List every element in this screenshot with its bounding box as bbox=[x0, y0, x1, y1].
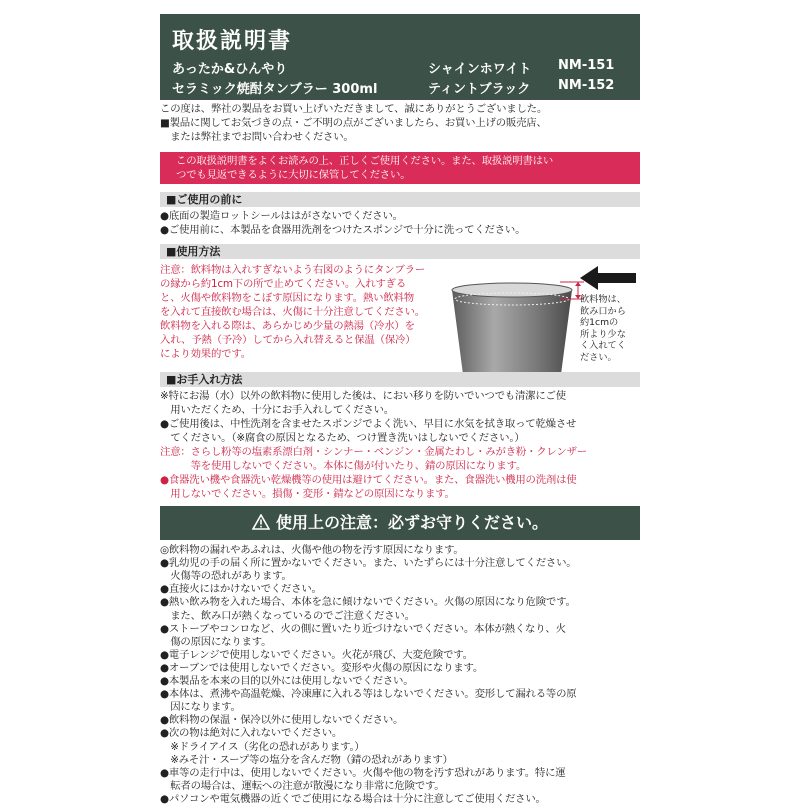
care-line: 用いただくため、十分にお手入れしてください。 bbox=[160, 404, 394, 416]
intro-line: ■製品に関してお気づきの点・ご不明の点がございましたら、お買い上げの販売店、 bbox=[160, 117, 547, 129]
usage-line: と、火傷や飲料物をこぼす原因になります。熱い飲料物 bbox=[160, 292, 414, 304]
note-line: く入れてく bbox=[580, 340, 626, 351]
header-banner bbox=[160, 14, 640, 100]
warning-item: ※ドライアイス（劣化の恐れがあります。） bbox=[160, 740, 365, 753]
warning-item: ●直接火にはかけないでください。 bbox=[160, 583, 322, 596]
care-line: ※特にお湯（水）以外の飲料物に使用した後は、におい移りを防いでいつでも清潔にご使 bbox=[160, 390, 566, 402]
warning-banner bbox=[160, 506, 640, 540]
section-heading-care bbox=[160, 372, 640, 387]
care-line: 等を使用しないでください。本体に傷が付いたり、錆の原因になります。 bbox=[160, 460, 527, 472]
usage-line: の縁から約1cm下の所で止めてください。入れすぎる bbox=[160, 278, 407, 290]
warning-item: ●本体は、煮沸や高温乾燥、冷凍庫に入れる等はしないでください。変形して漏れる等の原 bbox=[160, 688, 577, 701]
section-heading-label: ■ご使用の前に bbox=[166, 193, 243, 206]
fill-line-note bbox=[580, 294, 626, 363]
color-name-black: ティントブラック bbox=[428, 82, 531, 97]
warning-item: ●飲料物の保温・保冷以外に使用しないでください。 bbox=[160, 714, 404, 727]
tumbler-fill-diagram bbox=[448, 268, 588, 386]
section-heading-label: ■使用方法 bbox=[166, 245, 221, 258]
usage-line: 注意：飲料物は入れすぎないよう右図のようにタンブラー bbox=[160, 264, 425, 276]
warning-item: 転者の場合は、運転への注意が散漫になり非常に危険です。 bbox=[160, 779, 445, 792]
warning-item: ●オーブンでは使用しないでください。変形や火傷の原因になります。 bbox=[160, 661, 484, 674]
warning-item: 因になります。 bbox=[160, 701, 241, 714]
warning-item: ●次の物は絶対に入れないでください。 bbox=[160, 727, 343, 740]
product-subtitle: あったか&ひんやり bbox=[172, 62, 288, 77]
note-line: 所より少な bbox=[580, 328, 626, 340]
usage-line: 飲料物を入れる際は、あらかじめ少量の熱湯（冷水）を bbox=[160, 320, 415, 332]
model-code-black: NM-152 bbox=[558, 78, 615, 93]
warning-item: ●熱い飲み物を入れた場合、本体を急に傾けないでください。火傷の原因になり危険です。 bbox=[160, 596, 576, 609]
care-line: ●食器洗い機や食器洗い乾燥機等の使用は避けてください。また、食器洗い機用の洗剤は使 bbox=[160, 474, 577, 486]
warning-item: ●乳幼児の手の届く所に置かないでください。また、いたずらには十分注意してください。 bbox=[160, 557, 577, 570]
warning-item: ●電子レンジで使用しないでください。火花が飛び、大変危険です。 bbox=[160, 648, 473, 661]
notice-line: つでも見返できるように大切に保管してください。 bbox=[176, 169, 411, 181]
notice-line: この取扱説明書をよくお読みの上、正しくご使用ください。また、取扱説明書はい bbox=[176, 155, 554, 167]
before-use-line: ●ご使用前に、本製品を食器用洗剤をつけたスポンジで十分に洗ってください。 bbox=[160, 224, 526, 236]
warning-item: ※みそ汁・スープ等の塩分を含んだ物（錆の恐れがあります） bbox=[160, 753, 453, 766]
warning-item: ●ストーブやコンロなど、火の側に置いたり近づけないでください。本体が熱くなり、火 bbox=[160, 622, 566, 635]
usage-line: 入れ、予熱（予冷）してから入れ替えると保温（保冷） bbox=[160, 334, 416, 346]
section-heading-label: ■お手入れ方法 bbox=[166, 373, 243, 386]
arrow-left-icon bbox=[580, 264, 636, 292]
note-line: ださい。 bbox=[580, 351, 617, 363]
warning-triangle-icon bbox=[252, 514, 270, 530]
manual-title: 取扱説明書 bbox=[172, 29, 293, 54]
intro-line: または弊社までお問い合わせください。 bbox=[160, 131, 354, 143]
warning-item: また、飲み口が熱くなっているのでご注意ください。 bbox=[160, 609, 415, 622]
care-line: 注意：さらし粉等の塩素系漂白剤・シンナー・ベンジン・金属たわし・みがき粉・クレンザー bbox=[160, 446, 587, 458]
warning-item: 傷の原因になります。 bbox=[160, 635, 272, 648]
notice-box bbox=[160, 152, 640, 184]
instruction-sheet bbox=[160, 14, 640, 805]
model-code-white: NM-151 bbox=[558, 58, 615, 73]
note-line: 約1cmの bbox=[580, 317, 619, 328]
color-name-white: シャインホワイト bbox=[428, 62, 532, 77]
section-heading-usage bbox=[160, 244, 640, 259]
warning-item: ●車等の走行中は、使用しないでください。火傷や他の物を汚す恐れがあります。特に運 bbox=[160, 766, 566, 779]
warning-item: ●本製品を本来の目的以外には使用しないでください。 bbox=[160, 675, 414, 687]
tumbler-body-icon bbox=[452, 290, 572, 385]
warning-heading: 使用上の注意：必ずお守りください。 bbox=[275, 513, 548, 532]
intro-line: この度は、弊社の製品をお買い上げいただきまして、誠にありがとうございました。 bbox=[160, 103, 548, 115]
section-heading-before-use bbox=[160, 192, 640, 207]
care-line: てください。（※腐食の原因となるため、つけ置き洗いはしないでください。） bbox=[160, 432, 525, 444]
care-line: 用しないでください。損傷・変形・錆などの原因になります。 bbox=[160, 488, 455, 500]
product-name: セラミック焼酎タンブラー 300ml bbox=[172, 82, 378, 97]
warning-item: 火傷等の恐れがあります。 bbox=[160, 570, 292, 583]
warning-item: ◎飲料物の漏れやあふれは、火傷や他の物を汚す原因になります。 bbox=[160, 544, 464, 556]
note-line: 飲み口から bbox=[580, 305, 626, 317]
care-line: ●ご使用後は、中性洗剤を含ませたスポンジでよく洗い、早目に水気を拭き取って乾燥させ bbox=[160, 418, 577, 430]
warning-item: ●パソコンや電気機器の近くでご使用になる場合は十分に注意してご使用ください。 bbox=[160, 792, 546, 805]
usage-line: を入れて直接飲む場合は、火傷に十分注意してください。 bbox=[160, 306, 425, 318]
note-line: 飲料物は、 bbox=[580, 294, 626, 305]
usage-line: により効果的です。 bbox=[160, 348, 251, 360]
before-use-line: ●底面の製造ロットシールははがさないでください。 bbox=[160, 210, 403, 222]
